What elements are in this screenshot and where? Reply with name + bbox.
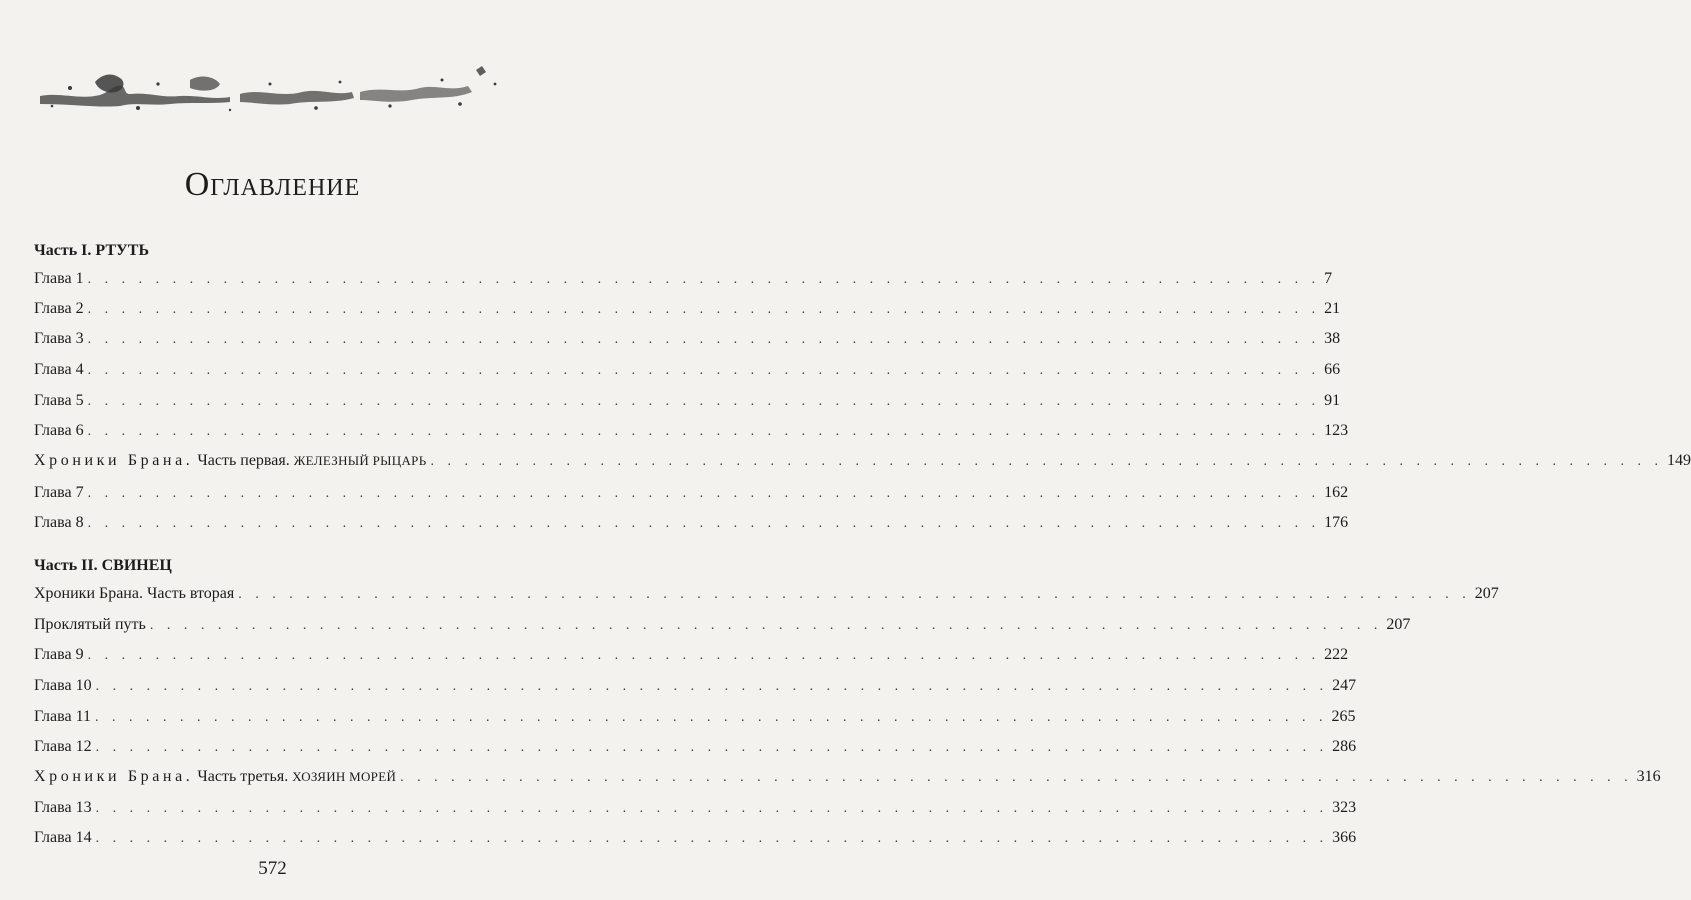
entry-label-rest: Часть третья.	[193, 768, 293, 785]
entry-page: 265	[1331, 708, 1356, 725]
entry-label: Глава 14	[34, 829, 92, 846]
dot-leader: . . . . . . . . . . . . . . . . . . . . . . . . . . . . . . . . . . . . . . . . . . . . . . . . . . . . . . . . . . . . . . . . . . . . . . . . .	[149, 618, 1383, 633]
entry-page: 366	[1332, 829, 1357, 846]
entry-label: Глава 3	[34, 330, 84, 347]
toc-entry	[34, 484, 1349, 508]
entry-page: 91	[1324, 392, 1341, 409]
dot-leader: . . . . . . . . . . . . . . . . . . . . . . . . . . . . . . . . . . . . . . . . . . . . . . . . . . . . . . . . . . . . . . . . . . . . . . . . .	[238, 587, 1471, 602]
entry-label: Глава 11	[34, 708, 91, 725]
entry-label: Глава 4	[34, 361, 84, 378]
entry-page: 162	[1324, 484, 1349, 501]
dot-leader: . . . . . . . . . . . . . . . . . . . . . . . . . . . . . . . . . . . . . . . . . . . . . . . . . . . . . . . . . . . . . . . . . . . . . . . . .	[94, 710, 1328, 725]
dot-leader: . . . . . . . . . . . . . . . . . . . . . . . . . . . . . . . . . . . . . . . . . . . . . . . . . . . . . . . . . . . . . . . . . . . . . . . . .	[87, 363, 1321, 378]
entry-label-spaced: Хроники Брана.	[34, 452, 194, 469]
entry-page: 7	[1324, 270, 1333, 287]
entry-label: Глава 13	[34, 799, 92, 816]
entry-label-spaced: Хроники Брана.	[34, 768, 194, 785]
toc-entry	[34, 708, 1356, 732]
dot-leader: . . . . . . . . . . . . . . . . . . . . . . . . . . . . . . . . . . . . . . . . . . . . . . . . . . . . . . . . . . . . . . . . . . . . . . . . .	[87, 424, 1321, 439]
entry-label: Глава 7	[34, 484, 84, 501]
entry-page: 207	[1474, 585, 1499, 602]
toc-entry	[34, 361, 1341, 385]
toc-entry	[34, 677, 1357, 701]
toc-entry	[34, 646, 1349, 670]
dot-leader: . . . . . . . . . . . . . . . . . . . . . . . . . . . . . . . . . . . . . . . . . . . . . . . . . . . . . . . . . . . . . . . . . . . . . . . . .	[87, 648, 1321, 663]
entry-page: 123	[1324, 422, 1349, 439]
entry-page: 66	[1324, 361, 1341, 378]
entry-label-rest: Часть первая.	[193, 452, 294, 469]
entry-label-caps: ЖЕЛЕЗНЫЙ РЫЦАРЬ	[293, 453, 427, 468]
entry-label: Глава 2	[34, 300, 84, 317]
dot-leader: . . . . . . . . . . . . . . . . . . . . . . . . . . . . . . . . . . . . . . . . . . . . . . . . . . . . . . . . . . . . . . . . . . . . . . . . .	[87, 272, 1321, 287]
entry-label	[34, 452, 426, 470]
toc-entry	[34, 738, 1357, 762]
toc-entry	[34, 422, 1349, 446]
entry-label: Глава 8	[34, 514, 84, 531]
dot-leader: . . . . . . . . . . . . . . . . . . . . . . . . . . . . . . . . . . . . . . . . . . . . . . . . . . . . . . . . . . . . . . . . . . . . . . . . .	[87, 302, 1321, 317]
entry-page: 149	[1666, 452, 1691, 469]
dot-leader: . . . . . . . . . . . . . . . . . . . . . . . . . . . . . . . . . . . . . . . . . . . . . . . . . . . . . . . . . . . . . . . . . . . . . . . . .	[95, 740, 1329, 755]
toc-entry	[34, 330, 1341, 354]
part-heading: Часть II. СВИНЕЦ	[34, 557, 172, 574]
dot-leader: . . . . . . . . . . . . . . . . . . . . . . . . . . . . . . . . . . . . . . . . . . . . . . . . . . . . . . . . . . . . . . . . . . . . . . . . .	[95, 831, 1329, 846]
entry-page: 323	[1332, 799, 1357, 816]
page-number: 572	[258, 858, 287, 879]
entry-label	[34, 768, 396, 786]
entry-page: 222	[1324, 646, 1349, 663]
entry-page: 176	[1324, 514, 1349, 531]
toc-entry	[34, 829, 1357, 853]
dot-leader: . . . . . . . . . . . . . . . . . . . . . . . . . . . . . . . . . . . . . . . . . . . . . . . . . . . . . . . . . . . . . . . . . . . . . . . . .	[95, 679, 1329, 694]
toc-entry	[34, 799, 1357, 823]
entry-page: 38	[1324, 330, 1341, 347]
dot-leader: . . . . . . . . . . . . . . . . . . . . . . . . . . . . . . . . . . . . . . . . . . . . . . . . . . . . . . . . . . . . . . . . . . . . . . . . .	[87, 332, 1321, 347]
dot-leader: . . . . . . . . . . . . . . . . . . . . . . . . . . . . . . . . . . . . . . . . . . . . . . . . . . . . . . . . . . . . . . . . . . . . . . . . .	[87, 486, 1321, 501]
entry-page: 247	[1332, 677, 1357, 694]
ink-splatter-ornament-icon	[40, 62, 500, 122]
dot-leader: . . . . . . . . . . . . . . . . . . . . . . . . . . . . . . . . . . . . . . . . . . . . . . . . . . . . . . . . . . . . . . . . . . . . . . . . .	[87, 516, 1321, 531]
entry-label: Глава 10	[34, 677, 92, 694]
dot-leader: . . . . . . . . . . . . . . . . . . . . . . . . . . . . . . . . . . . . . . . . . . . . . . . . . . . . . . . . . . . . . . . . . . . . . . . . .	[95, 801, 1329, 816]
page-title: Оглавление	[184, 166, 361, 203]
toc-entry	[34, 452, 1691, 476]
dot-leader: . . . . . . . . . . . . . . . . . . . . . . . . . . . . . . . . . . . . . . . . . . . . . . . . . . . . . . . . . . . . . . . . . . . . . . . . .	[87, 394, 1321, 409]
part-heading: Часть I. РТУТЬ	[34, 242, 150, 259]
toc-entry	[34, 768, 1661, 792]
entry-label: Глава 6	[34, 422, 84, 439]
toc-entry	[34, 514, 1349, 538]
toc-entry	[34, 585, 1499, 609]
entry-label: Глава 9	[34, 646, 84, 663]
entry-page: 286	[1332, 738, 1357, 755]
entry-label: Хроники Брана. Часть вторая	[34, 585, 235, 602]
entry-page: 207	[1386, 616, 1411, 633]
dot-leader: . . . . . . . . . . . . . . . . . . . . . . . . . . . . . . . . . . . . . . . . . . . . . . . . . . . . . . . . . . . . . . . . . . . . . . . . .	[400, 770, 1633, 785]
entry-label: Глава 5	[34, 392, 84, 409]
toc-entry	[34, 392, 1341, 416]
dot-leader: . . . . . . . . . . . . . . . . . . . . . . . . . . . . . . . . . . . . . . . . . . . . . . . . . . . . . . . . . . . . . . . . . . . . . . . . .	[430, 454, 1663, 469]
toc-entry	[34, 300, 1341, 324]
toc-entry	[34, 616, 1411, 640]
toc-entry	[34, 270, 1333, 294]
entry-page: 21	[1324, 300, 1341, 317]
entry-label: Глава 12	[34, 738, 92, 755]
entry-label-caps: ХОЗЯИН МОРЕЙ	[292, 769, 397, 784]
entry-page: 316	[1636, 768, 1661, 785]
entry-label: Проклятый путь	[34, 616, 146, 633]
entry-label: Глава 1	[34, 270, 84, 287]
